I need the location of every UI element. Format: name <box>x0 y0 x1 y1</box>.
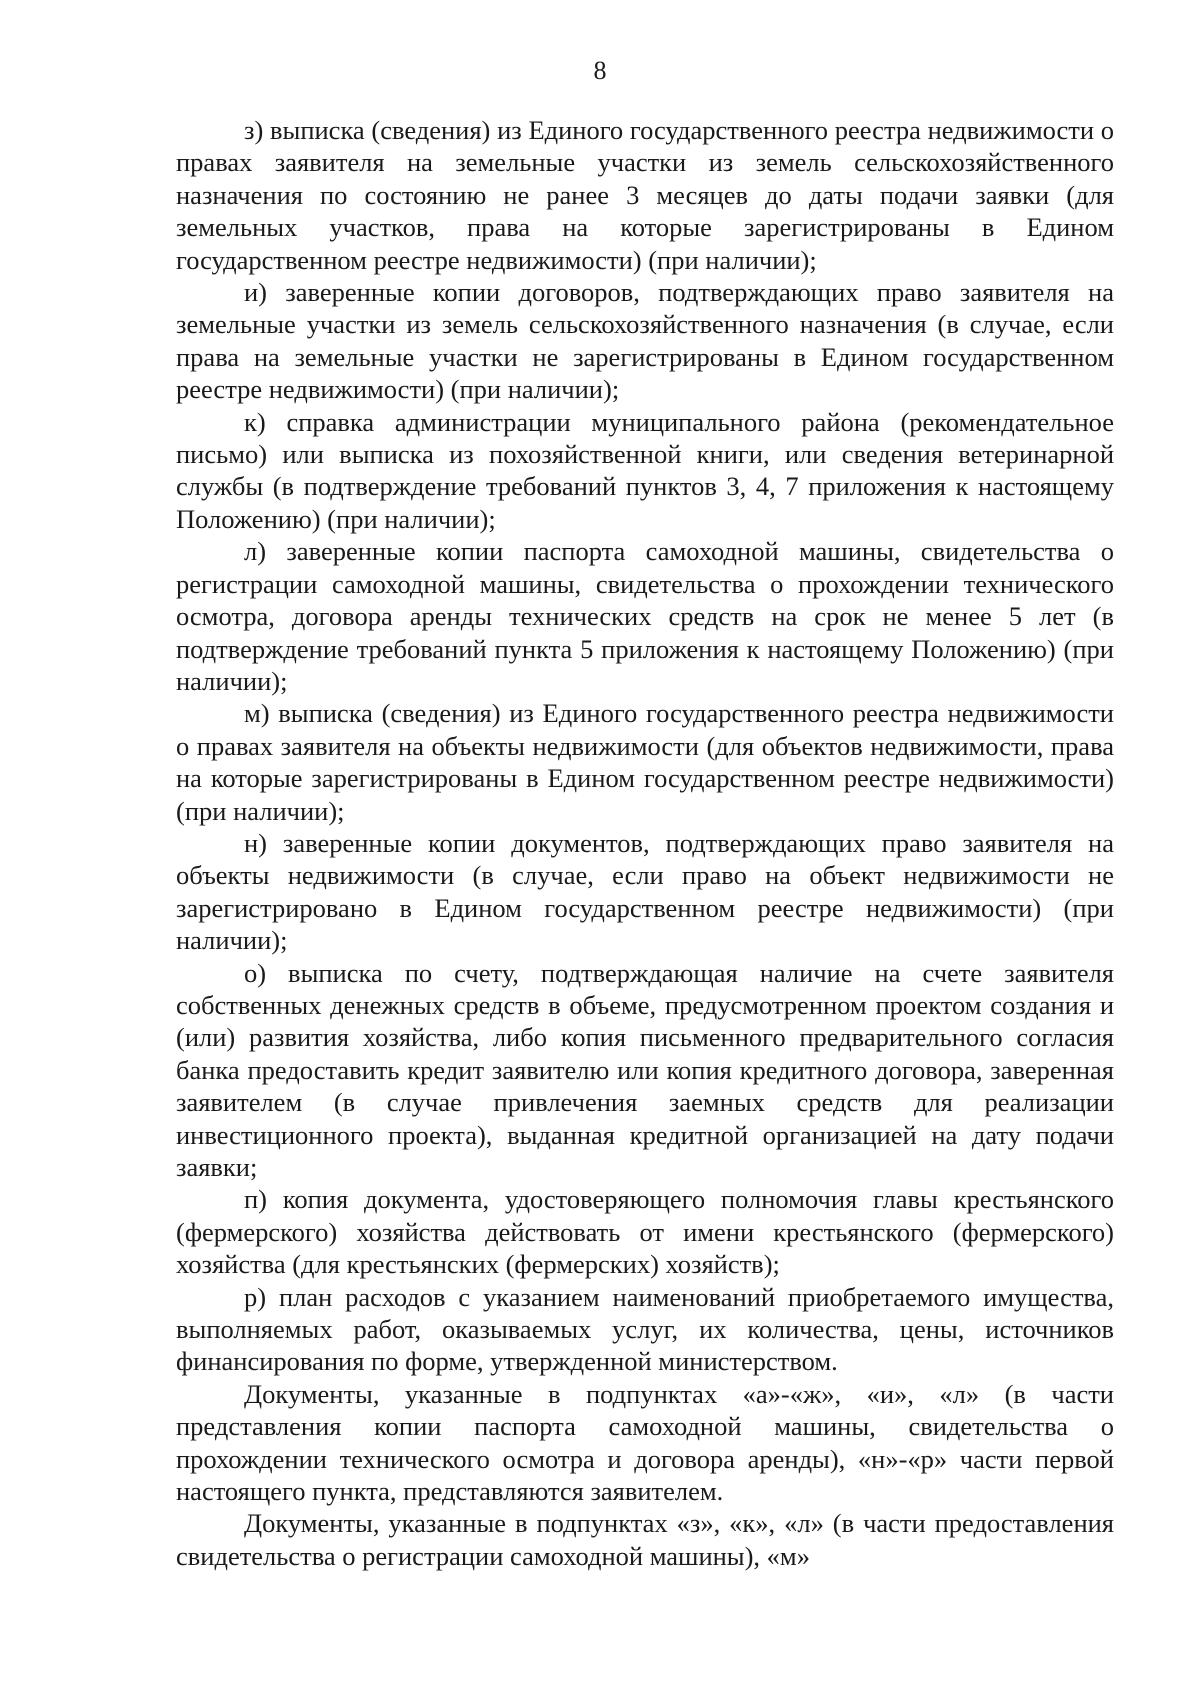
paragraph-documents-submitted: Документы, указанные в подпунктах «а»-«ж», «и», «л» (в части представления копии паспорта самоходной машины, свидетельства о прохождении технического осмотра и договора аренды), «н»-«р» части первой настоящего пункта, представляются заявителем. <box>176 1378 1114 1507</box>
paragraph-z: з) выписка (сведения) из Единого государственного реестра недвижимости о правах заявителя на земельные участки из земель сельскохозяйственного назначения по состоянию не ранее 3 месяцев до даты подачи заявки (для земельных участков, права на которые зарегистрированы в Едином государственном реестре недвижимости) (при наличии); <box>176 115 1114 275</box>
page-number: 8 <box>593 56 607 85</box>
paragraph-o: о) выписка по счету, подтверждающая наличие на счете заявителя собственных денежных средств в объеме, предусмотренном проектом создания и (или) развития хозяйства, либо копия письменного предварительного согласия банка предоставить кредит заявителю или копия кредитного договора, заверенная заявителем (в случае привлечения заемных средств для реализации инвестиционного проекта), выданная кредитной организацией на дату подачи заявки; <box>176 957 1114 1182</box>
paragraph-documents-requested: Документы, указанные в подпунктах «з», «к», «л» (в части предоставления свидетельства о регистрации самоходной машины), «м» <box>176 1508 1114 1571</box>
document-body <box>176 114 1114 1572</box>
paragraph-l: л) заверенные копии паспорта самоходной машины, свидетельства о регистрации самоходной машины, свидетельства о прохождении технического осмотра, договора аренды технических средств на срок не менее 5 лет (в подтверждение требований пункта 5 приложения к настоящему Положению) (при наличии); <box>176 536 1114 696</box>
paragraph-r: р) план расходов с указанием наименований приобретаемого имущества, выполняемых работ, оказываемых услуг, их количества, цены, источников финансирования по форме, утвержденной министерством. <box>176 1281 1114 1377</box>
paragraph-m: м) выписка (сведения) из Единого государственного реестра недвижимости о правах заявителя на объекты недвижимости (для объектов недвижимости, права на которые зарегистрированы в Едином государственном реестре недвижимости) (при наличии); <box>176 698 1114 826</box>
paragraph-k: к) справка администрации муниципального района (рекомендательное письмо) или выписка из похозяйственной книги, или сведения ветеринарной службы (в подтверждение требований пунктов 3, 4, 7 приложения к настоящему Положению) (при наличии); <box>176 406 1114 534</box>
paragraph-n: н) заверенные копии документов, подтверждающих право заявителя на объекты недвижимости (в случае, если право на объект недвижимости не зарегистрировано в Едином государственном реестре недвижимости) (при наличии); <box>176 827 1114 956</box>
paragraph-p: п) копия документа, удостоверяющего полномочия главы крестьянского (фермерского) хозяйства действовать от имени крестьянского (фермерского) хозяйства (для крестьянских (фермерских) хозяйств); <box>176 1184 1114 1280</box>
paragraph-i: и) заверенные копии договоров, подтверждающих право заявителя на земельные участки из земель сельскохозяйственного назначения (в случае, если права на земельные участки не зарегистрированы в Едином государственном реестре недвижимости) (при наличии); <box>176 277 1114 405</box>
